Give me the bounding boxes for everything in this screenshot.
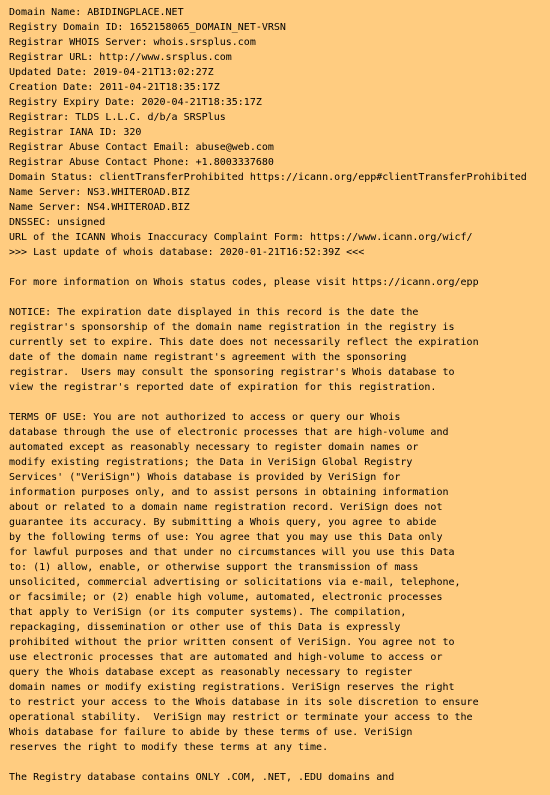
whois-line: about or related to a domain name registration record. VeriSign does not (9, 502, 443, 513)
whois-line: Registry Domain ID: 1652158065_DOMAIN_NET-VRSN (9, 22, 286, 33)
whois-line: database through the use of electronic processes that are high-volume and (9, 427, 449, 438)
whois-line: registrar's sponsorship of the domain name registration in the registry is (9, 322, 455, 333)
whois-line: query the Whois database except as reasonably necessary to register (9, 667, 413, 678)
whois-line: Registrar WHOIS Server: whois.srsplus.com (9, 37, 256, 48)
whois-line: to: (1) allow, enable, or otherwise support the transmission of mass (9, 562, 419, 573)
whois-line: date of the domain name registrant's agreement with the sponsoring (9, 352, 407, 363)
whois-line: view the registrar's reported date of expiration for this registration. (9, 382, 437, 393)
whois-line: Creation Date: 2011-04-21T18:35:17Z (9, 82, 220, 93)
whois-line: modify existing registrations; the Data in VeriSign Global Registry (9, 457, 413, 468)
whois-line: Registrar Abuse Contact Email: abuse@web.com (9, 142, 274, 153)
whois-line: NOTICE: The expiration date displayed in this record is the date the (9, 307, 419, 318)
whois-line: domain names or modify existing registrations. VeriSign reserves the right (9, 682, 455, 693)
whois-line: operational stability. VeriSign may restrict or terminate your access to the (9, 712, 473, 723)
whois-line: currently set to expire. This date does not necessarily reflect the expiration (9, 337, 479, 348)
whois-line (9, 395, 527, 410)
whois-line (9, 755, 527, 770)
whois-record-text (9, 5, 527, 785)
whois-line: unsolicited, commercial advertising or solicitations via e-mail, telephone, (9, 577, 461, 588)
whois-line: Name Server: NS4.WHITEROAD.BIZ (9, 202, 190, 213)
whois-line: Services' ("VeriSign") Whois database is provided by VeriSign for (9, 472, 401, 483)
whois-line: to restrict your access to the Whois database in its sole discretion to ensure (9, 697, 479, 708)
whois-line: information purposes only, and to assist persons in obtaining information (9, 487, 449, 498)
whois-line: Updated Date: 2019-04-21T13:02:27Z (9, 67, 214, 78)
whois-line: registrar. Users may consult the sponsoring registrar's Whois database to (9, 367, 455, 378)
whois-line: prohibited without the prior written consent of VeriSign. You agree not to (9, 637, 455, 648)
whois-line: that apply to VeriSign (or its computer systems). The compilation, (9, 607, 407, 618)
whois-line: Registrar URL: http://www.srsplus.com (9, 52, 232, 63)
whois-line: repackaging, dissemination or other use of this Data is expressly (9, 622, 401, 633)
whois-line: Domain Status: clientTransferProhibited https://icann.org/epp#clientTransferProhibited (9, 172, 527, 183)
whois-line: TERMS OF USE: You are not authorized to access or query our Whois (9, 412, 401, 423)
whois-line: DNSSEC: unsigned (9, 217, 106, 228)
whois-line: Registry Expiry Date: 2020-04-21T18:35:17Z (9, 97, 262, 108)
whois-line: for lawful purposes and that under no circumstances will you use this Data (9, 547, 455, 558)
whois-line: use electronic processes that are automated and high-volume to access or (9, 652, 443, 663)
whois-line (9, 260, 527, 275)
whois-line (9, 290, 527, 305)
whois-line: Registrar Abuse Contact Phone: +1.8003337680 (9, 157, 274, 168)
whois-line: Registrar: TLDS L.L.C. d/b/a SRSPlus (9, 112, 226, 123)
whois-line: For more information on Whois status codes, please visit https://icann.org/epp (9, 277, 479, 288)
whois-line: Name Server: NS3.WHITEROAD.BIZ (9, 187, 190, 198)
whois-line: reserves the right to modify these terms at any time. (9, 742, 329, 753)
whois-line: or facsimile; or (2) enable high volume, automated, electronic processes (9, 592, 443, 603)
whois-line: guarantee its accuracy. By submitting a Whois query, you agree to abide (9, 517, 437, 528)
whois-line: Domain Name: ABIDINGPLACE.NET (9, 7, 184, 18)
whois-line: Registrar IANA ID: 320 (9, 127, 142, 138)
whois-line: >>> Last update of whois database: 2020-01-21T16:52:39Z <<< (9, 247, 365, 258)
whois-line: The Registry database contains ONLY .COM, .NET, .EDU domains and (9, 772, 395, 783)
whois-line: automated except as reasonably necessary to register domain names or (9, 442, 419, 453)
whois-line: Whois database for failure to abide by these terms of use. VeriSign (9, 727, 413, 738)
whois-line: URL of the ICANN Whois Inaccuracy Complaint Form: https://www.icann.org/wicf/ (9, 232, 473, 243)
whois-line: by the following terms of use: You agree that you may use this Data only (9, 532, 443, 543)
